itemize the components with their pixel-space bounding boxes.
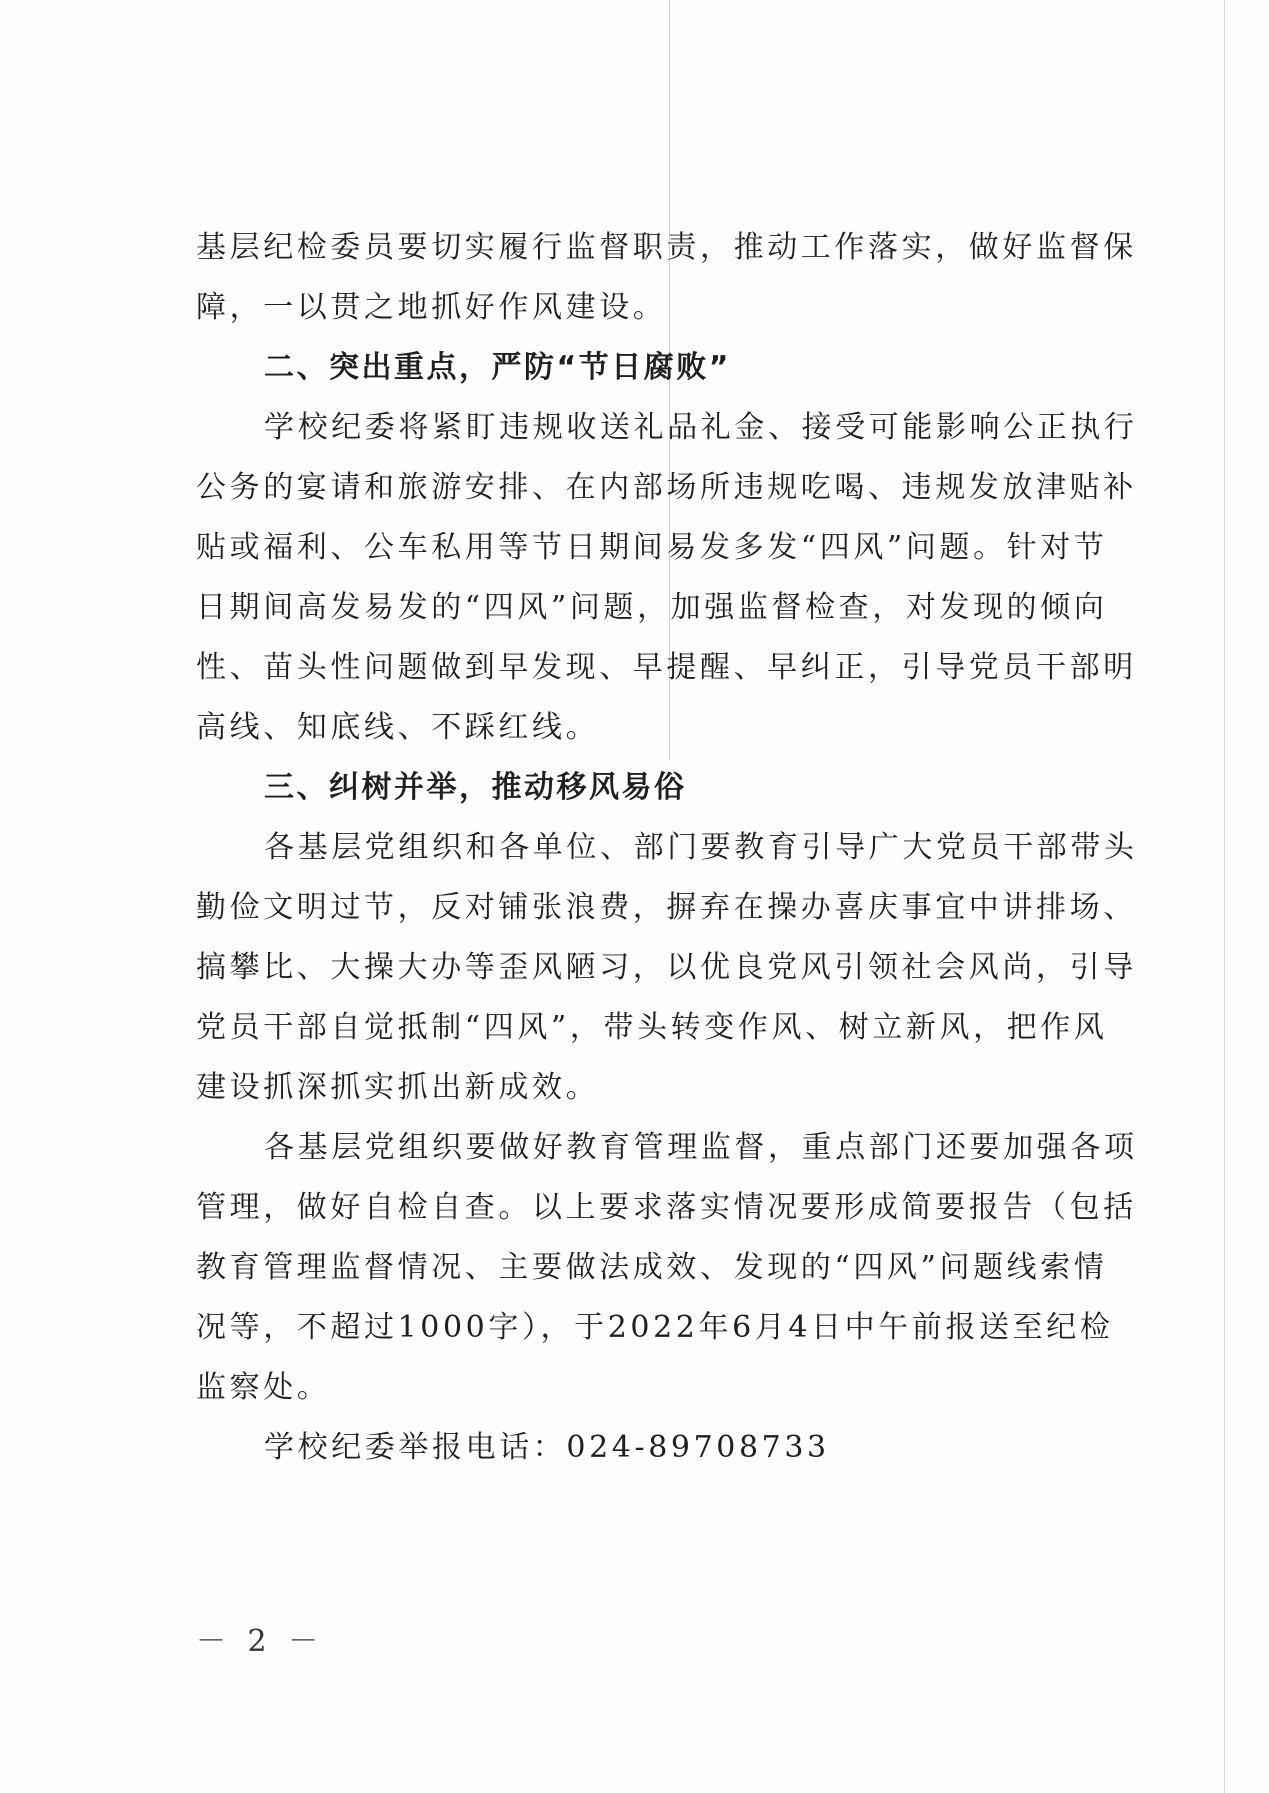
paragraph-line: 况等，不超过1000字），于2022年6月4日中午前报送至纪检 xyxy=(196,1310,1114,1345)
paragraph-line: 搞攀比、大操大办等歪风陋习，以优良党风引领社会风尚，引导 xyxy=(196,950,1137,985)
paragraph-line: 管理，做好自检自查。以上要求落实情况要形成简要报告（包括 xyxy=(196,1190,1137,1225)
paragraph-line: 公务的宴请和旅游安排、在内部场所违规吃喝、违规发放津贴补 xyxy=(196,470,1137,505)
paragraph-line: 贴或福利、公车私用等节日期间易发多发“四风”问题。针对节 xyxy=(196,530,1108,565)
page-number: － 2 － xyxy=(196,1624,325,1659)
section-heading-2: 二、突出重点，严防“节日腐败” xyxy=(264,350,731,385)
paragraph-line: 党员干部自觉抵制“四风”，带头转变作风、树立新风，把作风 xyxy=(196,1010,1108,1045)
paragraph-line: 各基层党组织和各单位、部门要教育引导广大党员干部带头 xyxy=(264,830,1138,865)
document-body xyxy=(196,218,1138,1478)
paragraph-line: 日期间高发易发的“四风”问题，加强监督检查，对发现的倾向 xyxy=(196,590,1108,625)
paragraph-line: 基层纪检委员要切实履行监督职责，推动工作落实，做好监督保 xyxy=(196,230,1137,265)
section-heading-3: 三、纠树并举，推动移风易俗 xyxy=(264,770,687,805)
paragraph-line: 各基层党组织要做好教育管理监督，重点部门还要加强各项 xyxy=(264,1130,1138,1165)
paragraph-line: 建设抓深抓实抓出新成效。 xyxy=(196,1070,600,1105)
scan-edge-line xyxy=(1224,0,1225,1793)
paragraph-line: 障，一以贯之地抓好作风建设。 xyxy=(196,290,667,325)
paragraph-line: 教育管理监督情况、主要做法成效、发现的“四风”问题线索情 xyxy=(196,1250,1108,1285)
paragraph-line: 学校纪委将紧盯违规收送礼品礼金、接受可能影响公正执行 xyxy=(264,410,1138,445)
hotline-line: 学校纪委举报电话：024-89708733 xyxy=(264,1430,830,1465)
paragraph-line: 性、苗头性问题做到早发现、早提醒、早纠正，引导党员干部明 xyxy=(196,650,1137,685)
paragraph-line: 高线、知底线、不踩红线。 xyxy=(196,710,600,745)
paragraph-line: 监察处。 xyxy=(196,1370,331,1405)
paragraph-line: 勤俭文明过节，反对铺张浪费，摒弃在操办喜庆事宜中讲排场、 xyxy=(196,890,1137,925)
